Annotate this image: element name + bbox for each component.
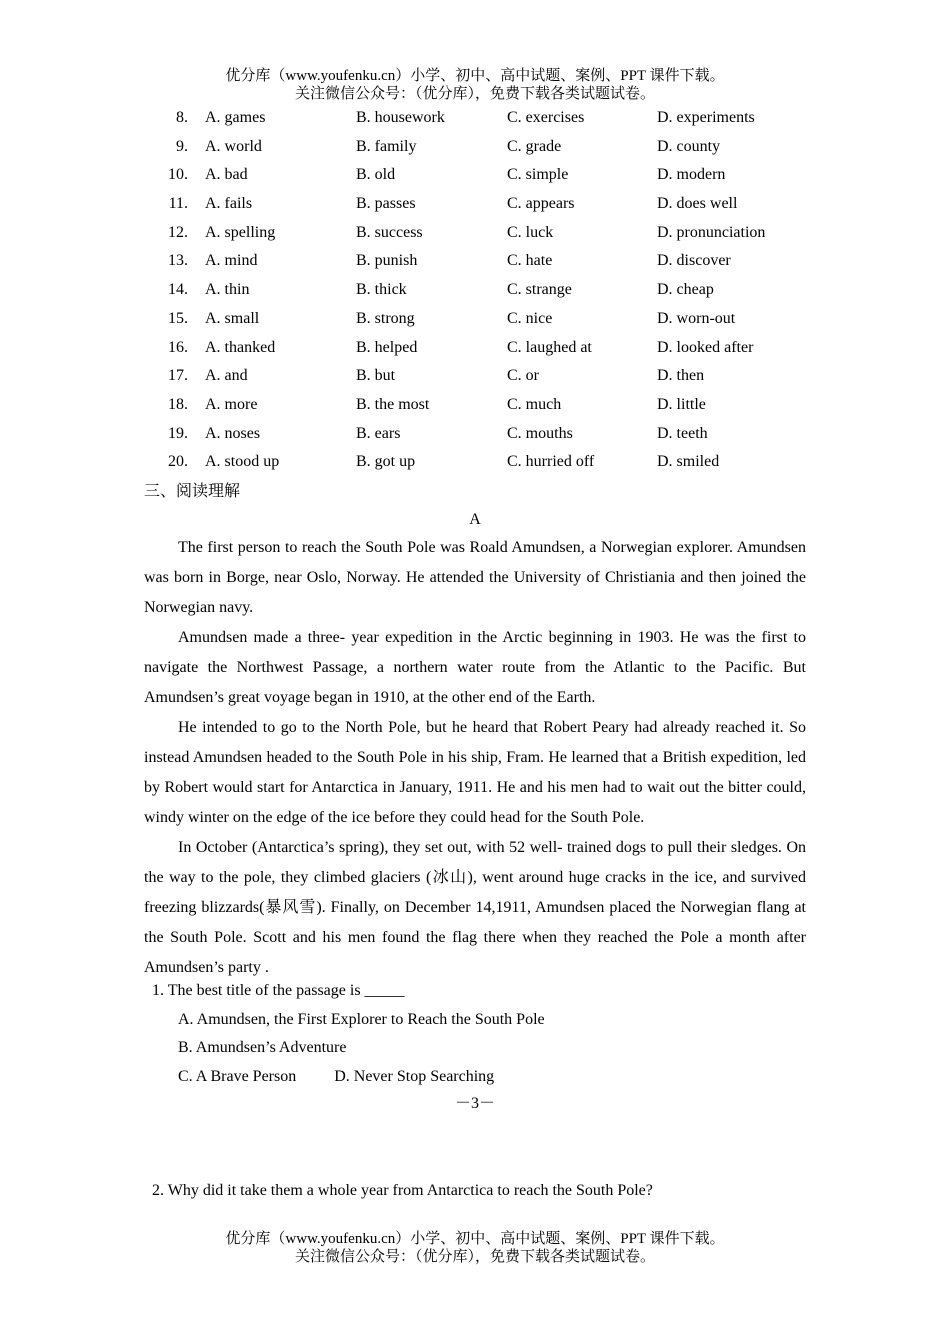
- question-number: 17.: [168, 367, 188, 385]
- option-b: B. ears: [356, 424, 401, 442]
- option-c: C. hurried off: [507, 453, 595, 471]
- question-number: 20.: [168, 453, 188, 471]
- option-row: [0, 219, 950, 248]
- question-stem: 1. The best title of the passage is _____: [152, 982, 405, 999]
- option-b: B. thick: [356, 281, 407, 299]
- option-d: D. looked after: [657, 338, 754, 356]
- option-row: [0, 247, 950, 276]
- reading-passage: [144, 533, 806, 983]
- passage-title: A: [469, 511, 481, 528]
- passage-paragraph: In October (Antarctica’s spring), they set out, with 52 well- trained dogs to pull their sledges. On the way to the pole, they climbed glaciers (冰山), went around huge cracks in the ice, and survived freezing blizzards(暴风雪). Finally, on December 14,1911, Amundsen placed the Norwegian flang at the South Pole. Scott and his men found the flag there when they reached the Pole a month after Amundsen’s party .: [144, 839, 806, 976]
- question-number: 15.: [168, 309, 188, 327]
- option-a: A. world: [205, 137, 262, 155]
- option-b: B. family: [356, 137, 417, 155]
- option-row: [0, 420, 950, 449]
- option-d: D. pronunciation: [657, 223, 766, 241]
- option-a: A. thin: [205, 281, 250, 299]
- header-line-1: 优分库（www.youfenku.cn）小学、初中、高中试题、案例、PPT 课件下载。: [225, 68, 725, 84]
- option-c: C. luck: [507, 223, 554, 241]
- option-b: B. punish: [356, 252, 418, 270]
- option-a: A. and: [205, 367, 248, 385]
- option-c: C. simple: [507, 166, 569, 184]
- option-b: B. housework: [356, 109, 445, 126]
- option-row: [0, 161, 950, 190]
- option-row: [0, 133, 950, 162]
- option-b: B. success: [356, 223, 423, 241]
- option-d: D. worn-out: [657, 309, 736, 327]
- question-option-a: A. Amundsen, the First Explorer to Reach the South Pole: [178, 1010, 545, 1028]
- option-c: C. mouths: [507, 424, 573, 442]
- option-c: C. appears: [507, 195, 575, 213]
- section-heading: 三、阅读理解: [144, 483, 241, 500]
- option-b: B. helped: [356, 338, 418, 356]
- question-number: 8.: [176, 109, 188, 126]
- question-number: 19.: [168, 424, 188, 442]
- option-a: A. fails: [205, 195, 253, 213]
- question-number: 18.: [168, 395, 188, 413]
- question-number: 12.: [168, 223, 188, 241]
- option-c: C. hate: [507, 252, 553, 270]
- question-number: 13.: [168, 252, 188, 270]
- question-1: [144, 977, 806, 1092]
- option-d: D. smiled: [657, 453, 720, 471]
- question-2-stem: 2. Why did it take them a whole year from Antarctica to reach the South Pole?: [152, 1182, 653, 1199]
- question-option-d: D. Never Stop Searching: [334, 1068, 495, 1086]
- option-d: D. experiments: [657, 109, 755, 126]
- option-a: A. more: [205, 395, 258, 413]
- cloze-options-list: [0, 104, 950, 477]
- option-b: B. old: [356, 166, 396, 184]
- option-a: A. spelling: [205, 223, 276, 241]
- option-c: C. laughed at: [507, 338, 592, 356]
- option-d: D. county: [657, 137, 721, 155]
- question-option-c: C. A Brave Person: [178, 1068, 297, 1086]
- question-number: 11.: [168, 195, 188, 213]
- option-a: A. thanked: [205, 338, 276, 356]
- page-number: －3－: [454, 1095, 495, 1112]
- option-d: D. discover: [657, 252, 731, 270]
- option-a: A. games: [205, 109, 266, 126]
- page-header: [0, 67, 950, 103]
- passage-paragraph: Amundsen made a three- year expedition in the Arctic beginning in 1903. He was the first to navigate the Northwest Passage, a northern water route from the Atlantic to the Pacific. But Amundsen’s great voyage began in 1910, at the other end of the Earth.: [144, 629, 806, 706]
- page-footer: [0, 1230, 950, 1266]
- option-b: B. passes: [356, 195, 416, 213]
- footer-line-2: 关注微信公众号：（优分库），免费下载各类试题试卷。: [294, 1249, 655, 1265]
- option-b: B. got up: [356, 453, 416, 471]
- option-c: C. much: [507, 395, 562, 413]
- option-a: A. noses: [205, 424, 261, 442]
- option-a: A. bad: [205, 166, 248, 184]
- option-b: B. but: [356, 367, 396, 385]
- option-row: [0, 305, 950, 334]
- option-c: C. or: [507, 367, 539, 385]
- option-a: A. mind: [205, 252, 258, 270]
- passage-paragraph: He intended to go to the North Pole, but he heard that Robert Peary had already reached it. So instead Amundsen headed to the South Pole in his ship, Fram. He learned that a British expedition, led by Robert would start for Antarctica in January, 1911. He and his men had to wait out the bitter could, windy winter on the edge of the ice before they could head for the South Pole.: [144, 719, 806, 826]
- option-b: B. the most: [356, 395, 430, 413]
- footer-line-1: 优分库（www.youfenku.cn）小学、初中、高中试题、案例、PPT 课件下载。: [225, 1231, 725, 1247]
- question-number: 9.: [176, 137, 188, 155]
- question-number: 10.: [168, 166, 188, 184]
- option-row: [0, 362, 950, 391]
- option-row: [0, 334, 950, 363]
- passage-paragraph: The first person to reach the South Pole was Roald Amundsen, a Norwegian explorer. Amundsen was born in Borge, near Oslo, Norway. He attended the University of Christiania and then joined the Norwegian navy.: [144, 539, 806, 616]
- option-row: [0, 391, 950, 420]
- option-c: C. exercises: [507, 109, 585, 126]
- option-row: [0, 190, 950, 219]
- option-c: C. grade: [507, 137, 562, 155]
- option-d: D. modern: [657, 166, 726, 184]
- question-option-b: B. Amundsen’s Adventure: [178, 1039, 347, 1057]
- header-line-2: 关注微信公众号：（优分库），免费下载各类试题试卷。: [294, 86, 655, 102]
- option-row: [0, 104, 950, 133]
- option-d: D. teeth: [657, 424, 708, 442]
- option-c: C. strange: [507, 281, 572, 299]
- question-number: 14.: [168, 281, 188, 299]
- option-row: [0, 276, 950, 305]
- option-d: D. cheap: [657, 281, 714, 299]
- option-d: D. little: [657, 395, 706, 413]
- option-c: C. nice: [507, 309, 553, 327]
- option-b: B. strong: [356, 309, 415, 327]
- question-options-cd: [178, 1063, 806, 1092]
- option-row: [0, 448, 950, 477]
- option-a: A. stood up: [205, 453, 280, 471]
- option-a: A. small: [205, 309, 260, 327]
- question-number: 16.: [168, 338, 188, 356]
- option-d: D. does well: [657, 195, 738, 213]
- option-d: D. then: [657, 367, 705, 385]
